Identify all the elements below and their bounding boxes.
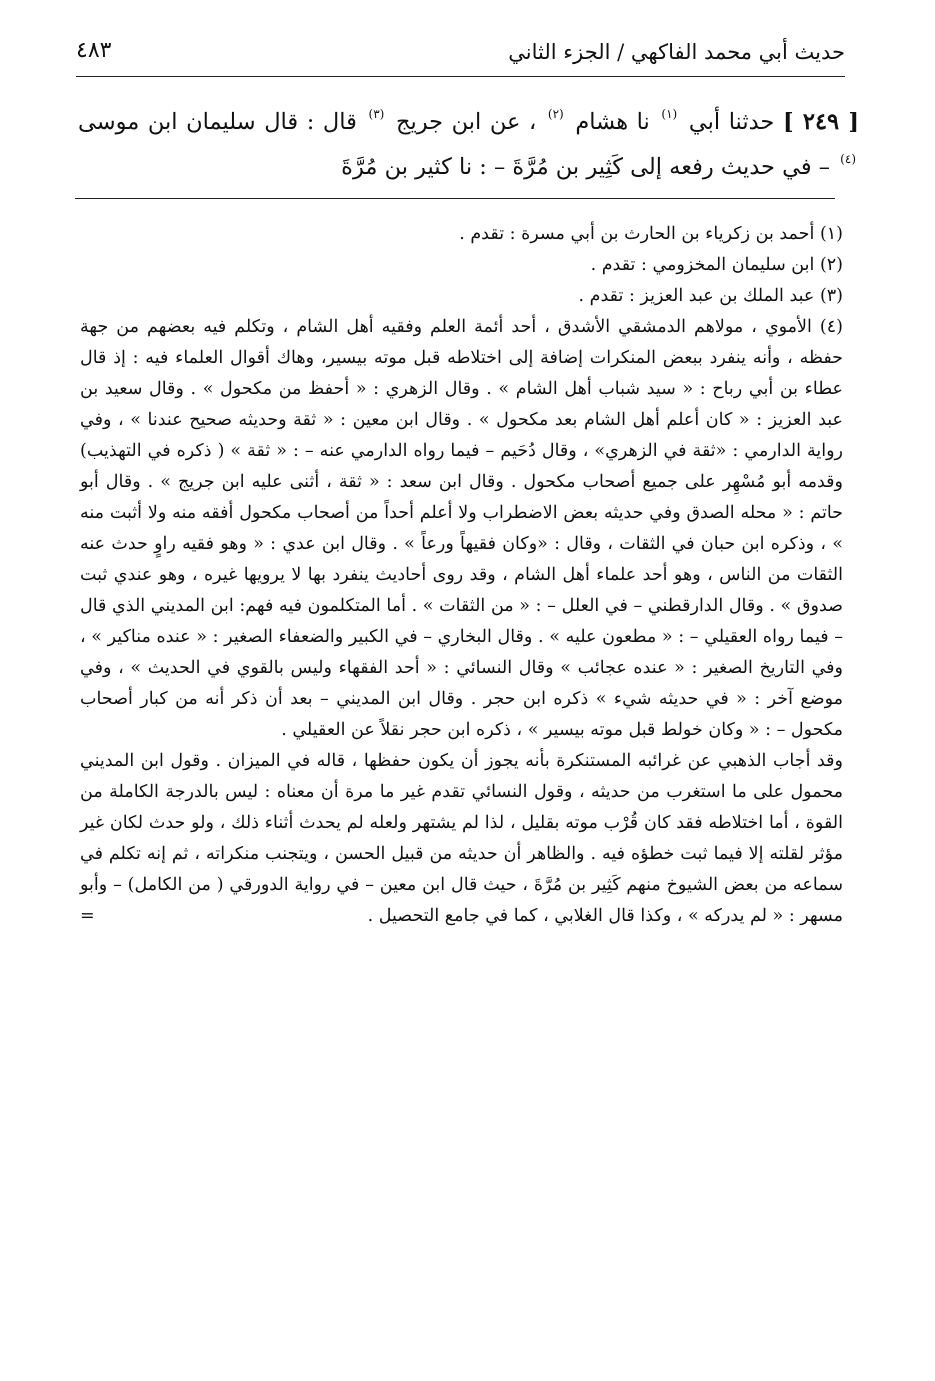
footnote-ref: (٤) bbox=[840, 152, 856, 166]
continuation-mark: = bbox=[80, 906, 95, 926]
hadith-text-part: – في حديث رفعه إلى كَثِير بن مُرَّةَ – : نا كثير بن مُرَّةَ bbox=[341, 154, 831, 180]
footnote-text: ابن سليمان المخزومي : تقدم . bbox=[590, 255, 815, 275]
footnote-text: الأموي ، مولاهم الدمشقي الأشدق ، أحد أئمة العلم وفقيه أهل الشام ، وتكلم فيه بعضهم من جهة حفظه ، وأنه ينفرد ببعض المنكرات إضافة إلى اختلاطه قبل موته بيسير، وهاك أقوال العلماء فيه : إذ قال عطاء بن أبي رباح : « سيد شباب أهل الشام » . وقال الزهري : « أحفظ من مكحول » . وقال سعيد بن عبد العزيز : « كان أعلم أهل الشام بعد مكحول » . وقال ابن معين : « ثقة وحديثه صحيح عندنا » ، وفي رواية الدارمي : «ثقة في الزهري» ، وقال دُحَيم – فيما رواه الدارمي عنه – : « ثقة » ( ذكره في التهذيب) وقدمه أبو مُسْهِر على جميع أصحاب مكحول . وقال ابن سعد : « ثقة ، أثنى عليه ابن جريج » . وقال أبو حاتم : « محله الصدق وفي حديثه بعض الاضطراب ولا أعلم أحداً من أصحاب مكحول أفقه منه ولا أثبت منه » ، وذكره ابن حبان في الثقات ، وقال : «وكان فقيهاً ورعاً » . وقال ابن عدي : « وهو فقيه راوٍ حدث عنه الثقات من الناس ، وهو أحد علماء أهل الشام ، وقد روى أحاديث ينفرد بها لا يرويها غيره ، وهو عندي ثبت صدوق » . وقال الدارقطني – في العلل – : « من الثقات » . أما المتكلمون فيه فهم: ابن المديني الذي قال – فيما رواه العقيلي – : « مطعون عليه » . وقال البخاري – في الكبير والضعفاء الصغير : « عنده مناكير » ، وفي التاريخ الصغير : « عنده عجائب » وقال النسائي : « أحد الفقهاء وليس بالقوي في الحديث » ، وفي موضع آخر : « في حديثه شيء » ذكره ابن حجر . وقال ابن المديني – بعد أن ذكر أنه من كبار أصحاب مكحول – : « وكان خولط قبل موته بيسير » ، ذكره ابن حجر نقلاً عن العقيلي . bbox=[80, 317, 843, 740]
header-title: حديث أبي محمد الفاكهي / الجزء الثاني bbox=[508, 40, 845, 64]
running-header bbox=[76, 36, 845, 77]
footnote-continuation bbox=[80, 746, 843, 932]
footnote bbox=[80, 312, 843, 746]
page-number: ٤٨٣ bbox=[76, 38, 112, 63]
continuation-text: وقد أجاب الذهبي عن غرائبه المستنكرة بأنه يجوز أن يكون حفظها ، قاله في الميزان . وقول ابن المديني محمول على ما استغرب من حديثه ، وقول النسائي تقدم غير ما مرة أن معناه : ليس بالدرجة الكاملة من القوة ، أما اختلاطه فقد كان قُرْب موته بقليل ، لذا لم يشتهر ولعله لم يحدث أثناء ذلك ، ولو حدث لكان غير مؤثر لقلته إلا فيما ثبت خطؤه فيه . والظاهر أن حديثه من قبيل الحسن ، ويتجنب منكراته ، ثم إنه تكلم في سماعه من بعض الشيوخ منهم كَثِير بن مُرَّةَ ، حيث قال ابن معين – في رواية الدورقي ( من الكامل) – وأبو مسهر : « لم يدركه » ، وكذا قال الغلابي ، كما في جامع التحصيل . bbox=[80, 751, 843, 926]
footnote bbox=[80, 281, 843, 312]
hadith-text bbox=[78, 96, 859, 186]
hadith-number: [ ٢٤٩ ] bbox=[782, 109, 860, 135]
footnote bbox=[80, 250, 843, 281]
hadith-text-part: ، عن ابن جريج bbox=[395, 109, 537, 135]
footnote-separator bbox=[75, 198, 835, 199]
footnote-number: (١) bbox=[819, 224, 843, 244]
footnote-ref: (٢) bbox=[547, 107, 564, 121]
hadith-text-part: حدثنا أبي bbox=[688, 109, 775, 135]
footnote-number: (٢) bbox=[819, 255, 843, 275]
hadith-text-part: قال : قال سليمان ابن موسى bbox=[78, 109, 357, 135]
footnote-number: (٣) bbox=[819, 286, 843, 306]
footnote-number: (٤) bbox=[819, 317, 843, 337]
footnote-text: عبد الملك بن عبد العزيز : تقدم . bbox=[578, 286, 815, 306]
footnote-text: أحمد بن زكرياء بن الحارث بن أبي مسرة : تقدم . bbox=[459, 224, 815, 244]
hadith-text-part: نا هشام bbox=[575, 109, 650, 135]
footnote bbox=[80, 219, 843, 250]
footnote-ref: (٣) bbox=[368, 107, 385, 121]
footnote-ref: (١) bbox=[661, 107, 678, 121]
footnotes bbox=[80, 219, 843, 932]
